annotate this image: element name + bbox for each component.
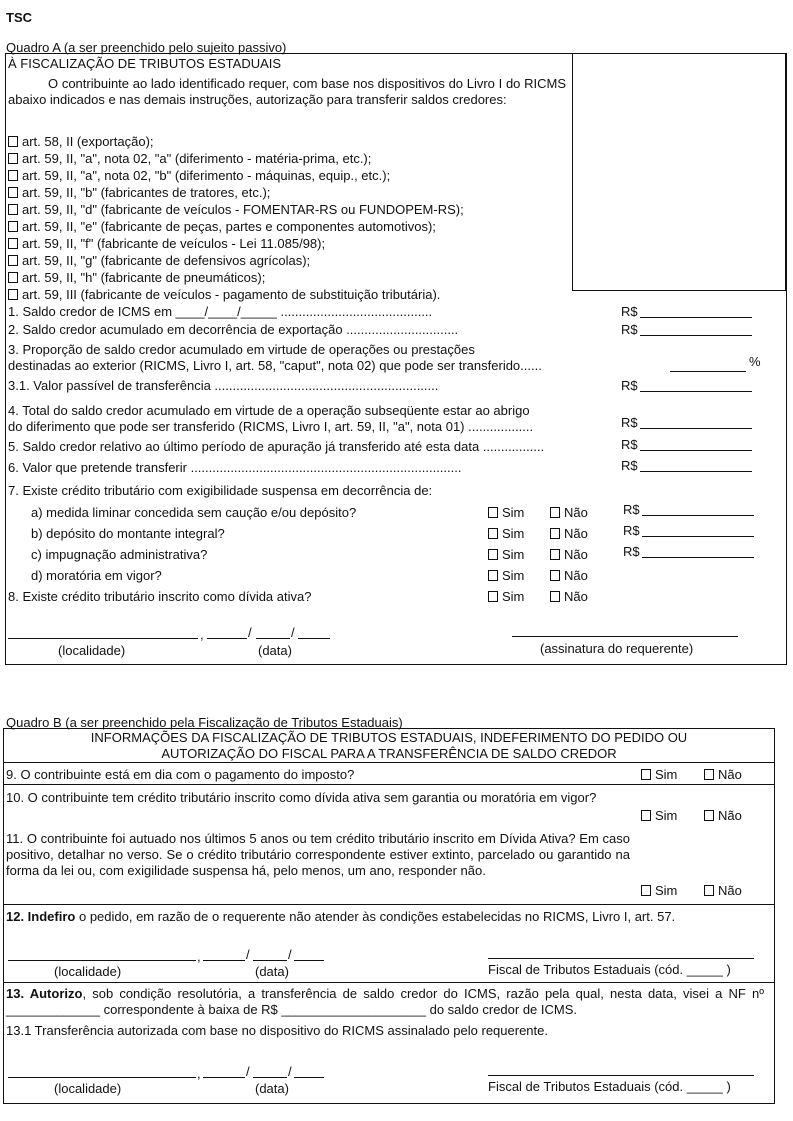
checkbox[interactable] <box>8 187 18 198</box>
date-year-field[interactable] <box>294 1077 324 1078</box>
divider <box>4 982 774 983</box>
item-9-label: 9. O contribuinte está em dia com o pagamento do imposto? <box>6 767 355 782</box>
item-2-amount-field[interactable] <box>640 335 752 336</box>
quadro-a-caption: Quadro A (a ser preenchido pelo sujeito passivo) <box>6 40 287 55</box>
option-row[interactable] <box>8 185 270 200</box>
checkbox[interactable] <box>641 810 651 821</box>
nao-label: Não <box>718 883 742 898</box>
nao-option[interactable] <box>704 808 742 823</box>
item-5-label: 5. Saldo credor relativo ao último período de apuração já transferido até esta data ................. <box>8 439 545 454</box>
date-year-field[interactable] <box>298 638 330 639</box>
checkbox[interactable] <box>704 885 714 896</box>
checkbox[interactable] <box>704 810 714 821</box>
item-12-keyword: 12. Indefiro <box>6 909 76 924</box>
locality-field[interactable] <box>8 1077 196 1078</box>
date-day-field[interactable] <box>203 960 245 961</box>
date-slash: / <box>246 947 250 962</box>
sim-option[interactable] <box>488 568 524 583</box>
nao-option[interactable] <box>704 883 742 898</box>
checkbox[interactable] <box>8 272 18 283</box>
document-code: TSC <box>6 10 32 25</box>
checkbox[interactable] <box>8 221 18 232</box>
sim-label: Sim <box>502 505 525 520</box>
currency-label: R$ <box>621 415 638 430</box>
checkbox[interactable] <box>8 136 18 147</box>
divider <box>4 762 774 763</box>
option-label: art. 59, II, "a", nota 02, "a" (diferimento - matéria-prima, etc.); <box>22 151 372 166</box>
nao-label: Não <box>564 547 588 562</box>
item-3-label-line2: destinadas ao exterior (RICMS, Livro I, art. 58, "caput", nota 02) que pode ser transferido...... <box>8 358 542 373</box>
currency-label: R$ <box>621 378 638 393</box>
fiscal-signature-field[interactable] <box>488 1075 754 1076</box>
date-caption: (data) <box>255 1081 289 1096</box>
item-7b-amount-field[interactable] <box>642 536 754 537</box>
locality-field[interactable] <box>8 638 198 639</box>
currency-label: R$ <box>623 544 640 559</box>
item-6-amount-field[interactable] <box>640 471 752 472</box>
option-row[interactable] <box>8 219 436 234</box>
item-3-1-amount-field[interactable] <box>640 391 752 392</box>
currency-label: R$ <box>621 437 638 452</box>
item-5-amount-field[interactable] <box>640 450 752 451</box>
item-12-text <box>6 909 764 925</box>
nao-option[interactable] <box>550 589 588 604</box>
checkbox[interactable] <box>8 153 18 164</box>
item-6-label: 6. Valor que pretende transferir ........................................................................... <box>8 460 462 475</box>
item-13-text <box>6 986 764 1018</box>
item-7-label: 7. Existe crédito tributário com exigibilidade suspensa em decorrência de: <box>8 483 433 498</box>
checkbox[interactable] <box>550 549 560 560</box>
checkbox[interactable] <box>550 570 560 581</box>
nao-label: Não <box>564 526 588 541</box>
comma: , <box>197 949 201 964</box>
option-label: art. 59, II, "e" (fabricante de peças, partes e componentes automotivos); <box>22 219 436 234</box>
checkbox[interactable] <box>550 591 560 602</box>
checkbox[interactable] <box>8 289 18 300</box>
locality-caption: (localidade) <box>58 643 126 658</box>
option-label: art. 59, II, "a", nota 02, "b" (diferimento - máquinas, equip., etc.); <box>22 168 391 183</box>
nao-label: Não <box>564 589 588 604</box>
item-3-percent-field[interactable] <box>670 371 746 372</box>
item-3-1-label: 3.1. Valor passível de transferência .............................................................. <box>8 378 439 393</box>
locality-caption: (localidade) <box>54 964 122 979</box>
nao-option[interactable] <box>704 767 742 782</box>
divider <box>4 784 774 785</box>
nao-option[interactable] <box>550 547 588 562</box>
fiscal-caption: Fiscal de Tributos Estaduais (cód. _____ ) <box>488 962 731 977</box>
checkbox[interactable] <box>641 885 651 896</box>
option-row[interactable] <box>8 151 371 166</box>
nao-option[interactable] <box>550 568 588 583</box>
currency-label: R$ <box>623 502 640 517</box>
item-3-label-line1: 3. Proporção de saldo credor acumulado em virtude de operações ou prestações <box>8 342 475 357</box>
sim-option[interactable] <box>488 547 524 562</box>
sim-option[interactable] <box>641 767 677 782</box>
locality-caption: (localidade) <box>54 1081 122 1096</box>
item-7c-amount-field[interactable] <box>642 557 754 558</box>
nao-label: Não <box>718 808 742 823</box>
item-4-label-line2: do diferimento que pode ser transferido (RICMS, Livro I, art. 59, II, "a", nota 01) .................. <box>8 419 534 434</box>
request-intro: O contribuinte ao lado identificado requer, com base nos dispositivos do Livro I do RICMS abaixo indicados e nas demais instruções, autorização para transferir saldos credores: <box>8 76 566 107</box>
item-12-rest: o pedido, em razão de o requerente não atender às condições estabelecidas no RICMS, Livro I, art. 57. <box>75 909 676 924</box>
date-slash: / <box>248 625 252 640</box>
quadro-a-title: À FISCALIZAÇÃO DE TRIBUTOS ESTADUAIS <box>8 56 282 71</box>
option-label: art. 59, II, "f" (fabricante de veículos - Lei 11.085/98); <box>22 236 326 251</box>
item-11-label: 11. O contribuinte foi autuado nos últimos 5 anos ou tem crédito tributário inscrito em Dívida Ativa? Em caso positivo, detalhar no verso. Se o crédito tributário correspondente estiver extinto, parcelado ou garantido na forma da lei ou, com exigilidade suspensa há, pelo menos, um ano, responder não. <box>6 831 630 878</box>
option-label: art. 59, III (fabricante de veículos - pagamento de substituição tributária). <box>22 287 441 302</box>
option-row[interactable] <box>8 168 390 183</box>
checkbox[interactable] <box>488 549 498 560</box>
option-row[interactable] <box>8 134 154 149</box>
item-13-rest: , sob condição resolutória, a transferência de saldo credor do ICMS, razão pela qual, nesta data, visei a NF nº _____________ correspondente à baixa de R$ ____________________ do saldo credor de ICMS. <box>6 986 764 1017</box>
date-month-field[interactable] <box>256 638 290 639</box>
quadro-b-title-line2: AUTORIZAÇÃO DO FISCAL PARA A TRANSFERÊNCIA DE SALDO CREDOR <box>161 746 617 761</box>
date-month-field[interactable] <box>253 1077 287 1078</box>
option-label: art. 59, II, "g" (fabricante de defensivos agrícolas); <box>22 253 311 268</box>
date-day-field[interactable] <box>203 1077 245 1078</box>
option-label: art. 59, II, "d" (fabricante de veículos - FOMENTAR-RS ou FUNDOPEM-RS); <box>22 202 464 217</box>
item-7a-label: a) medida liminar concedida sem caução e/ou depósito? <box>31 505 357 520</box>
checkbox[interactable] <box>488 528 498 539</box>
sim-label: Sim <box>502 547 525 562</box>
checkbox[interactable] <box>8 238 18 249</box>
checkbox[interactable] <box>488 591 498 602</box>
item-13-keyword: 13. Autorizo <box>6 986 83 1001</box>
item-4-label-line1: 4. Total do saldo credor acumulado em virtude de a operação subseqüente estar ao abrigo <box>8 403 530 418</box>
checkbox[interactable] <box>8 204 18 215</box>
item-13-1-label: 13.1 Transferência autorizada com base no dispositivo do RICMS assinalado pelo requerente. <box>6 1023 548 1038</box>
fiscal-caption: Fiscal de Tributos Estaduais (cód. _____ ) <box>488 1079 731 1094</box>
quadro-b-title-line1: INFORMAÇÕES DA FISCALIZAÇÃO DE TRIBUTOS ESTADUAIS, INDEFERIMENTO DO PEDIDO OU <box>90 730 688 745</box>
nao-option[interactable] <box>550 526 588 541</box>
option-label: art. 59, II, "b" (fabricantes de tratores, etc.); <box>22 185 271 200</box>
quadro-b-caption: Quadro B (a ser preenchido pela Fiscalização de Tributos Estaduais) <box>6 715 403 730</box>
sim-label: Sim <box>502 526 525 541</box>
item-7d-label: d) moratória em vigor? <box>31 568 162 583</box>
item-7c-label: c) impugnação administrativa? <box>31 547 208 562</box>
date-day-field[interactable] <box>207 638 247 639</box>
nao-option[interactable] <box>550 505 588 520</box>
sim-option[interactable] <box>488 505 524 520</box>
checkbox[interactable] <box>704 769 714 780</box>
comma: , <box>197 1066 201 1081</box>
item-2-label: 2. Saldo credor acumulado em decorrência de exportação ............................... <box>8 322 459 337</box>
date-slash: / <box>246 1064 250 1079</box>
checkbox[interactable] <box>8 170 18 181</box>
divider <box>4 904 774 905</box>
sim-option[interactable] <box>488 589 524 604</box>
date-caption: (data) <box>258 643 292 658</box>
option-row[interactable] <box>8 202 464 217</box>
fiscal-signature-field[interactable] <box>488 958 754 959</box>
sim-option[interactable] <box>641 883 677 898</box>
nao-label: Não <box>718 767 742 782</box>
nao-label: Não <box>564 568 588 583</box>
locality-field[interactable] <box>8 960 196 961</box>
comma: , <box>200 627 204 642</box>
item-10-label: 10. O contribuinte tem crédito tributário inscrito como dívida ativa sem garantia ou moratória em vigor? <box>6 790 597 805</box>
currency-label: R$ <box>621 322 638 337</box>
signature-field[interactable] <box>512 636 738 637</box>
sim-label: Sim <box>502 589 525 604</box>
currency-label: R$ <box>621 458 638 473</box>
date-year-field[interactable] <box>294 960 324 961</box>
option-row[interactable] <box>8 270 265 285</box>
option-row[interactable] <box>8 253 310 268</box>
nao-label: Não <box>564 505 588 520</box>
item-4-amount-field[interactable] <box>640 428 752 429</box>
sim-option[interactable] <box>488 526 524 541</box>
percent-sign: % <box>749 354 761 369</box>
item-7b-label: b) depósito do montante integral? <box>31 526 225 541</box>
sim-label: Sim <box>655 883 678 898</box>
checkbox[interactable] <box>550 528 560 539</box>
date-slash: / <box>288 1064 292 1079</box>
taxpayer-id-box[interactable] <box>572 53 786 291</box>
date-caption: (data) <box>255 964 289 979</box>
checkbox[interactable] <box>550 507 560 518</box>
option-row[interactable] <box>8 236 325 251</box>
item-7a-amount-field[interactable] <box>642 515 754 516</box>
checkbox[interactable] <box>8 255 18 266</box>
currency-label: R$ <box>621 304 638 319</box>
option-row[interactable] <box>8 287 440 302</box>
option-label: art. 58, II (exportação); <box>22 134 154 149</box>
date-slash: / <box>291 625 295 640</box>
date-slash: / <box>288 947 292 962</box>
currency-label: R$ <box>623 523 640 538</box>
sim-option[interactable] <box>641 808 677 823</box>
item-1-amount-field[interactable] <box>640 317 752 318</box>
signature-caption: (assinatura do requerente) <box>540 641 694 656</box>
date-month-field[interactable] <box>253 960 287 961</box>
sim-label: Sim <box>655 767 678 782</box>
checkbox[interactable] <box>488 507 498 518</box>
option-label: art. 59, II, "h" (fabricante de pneumáticos); <box>22 270 266 285</box>
sim-label: Sim <box>502 568 525 583</box>
item-8-label: 8. Existe crédito tributário inscrito como dívida ativa? <box>8 589 312 604</box>
checkbox[interactable] <box>488 570 498 581</box>
sim-label: Sim <box>655 808 678 823</box>
checkbox[interactable] <box>641 769 651 780</box>
item-1-label: 1. Saldo credor de ICMS em ____/____/_____ .......................................... <box>8 304 433 319</box>
